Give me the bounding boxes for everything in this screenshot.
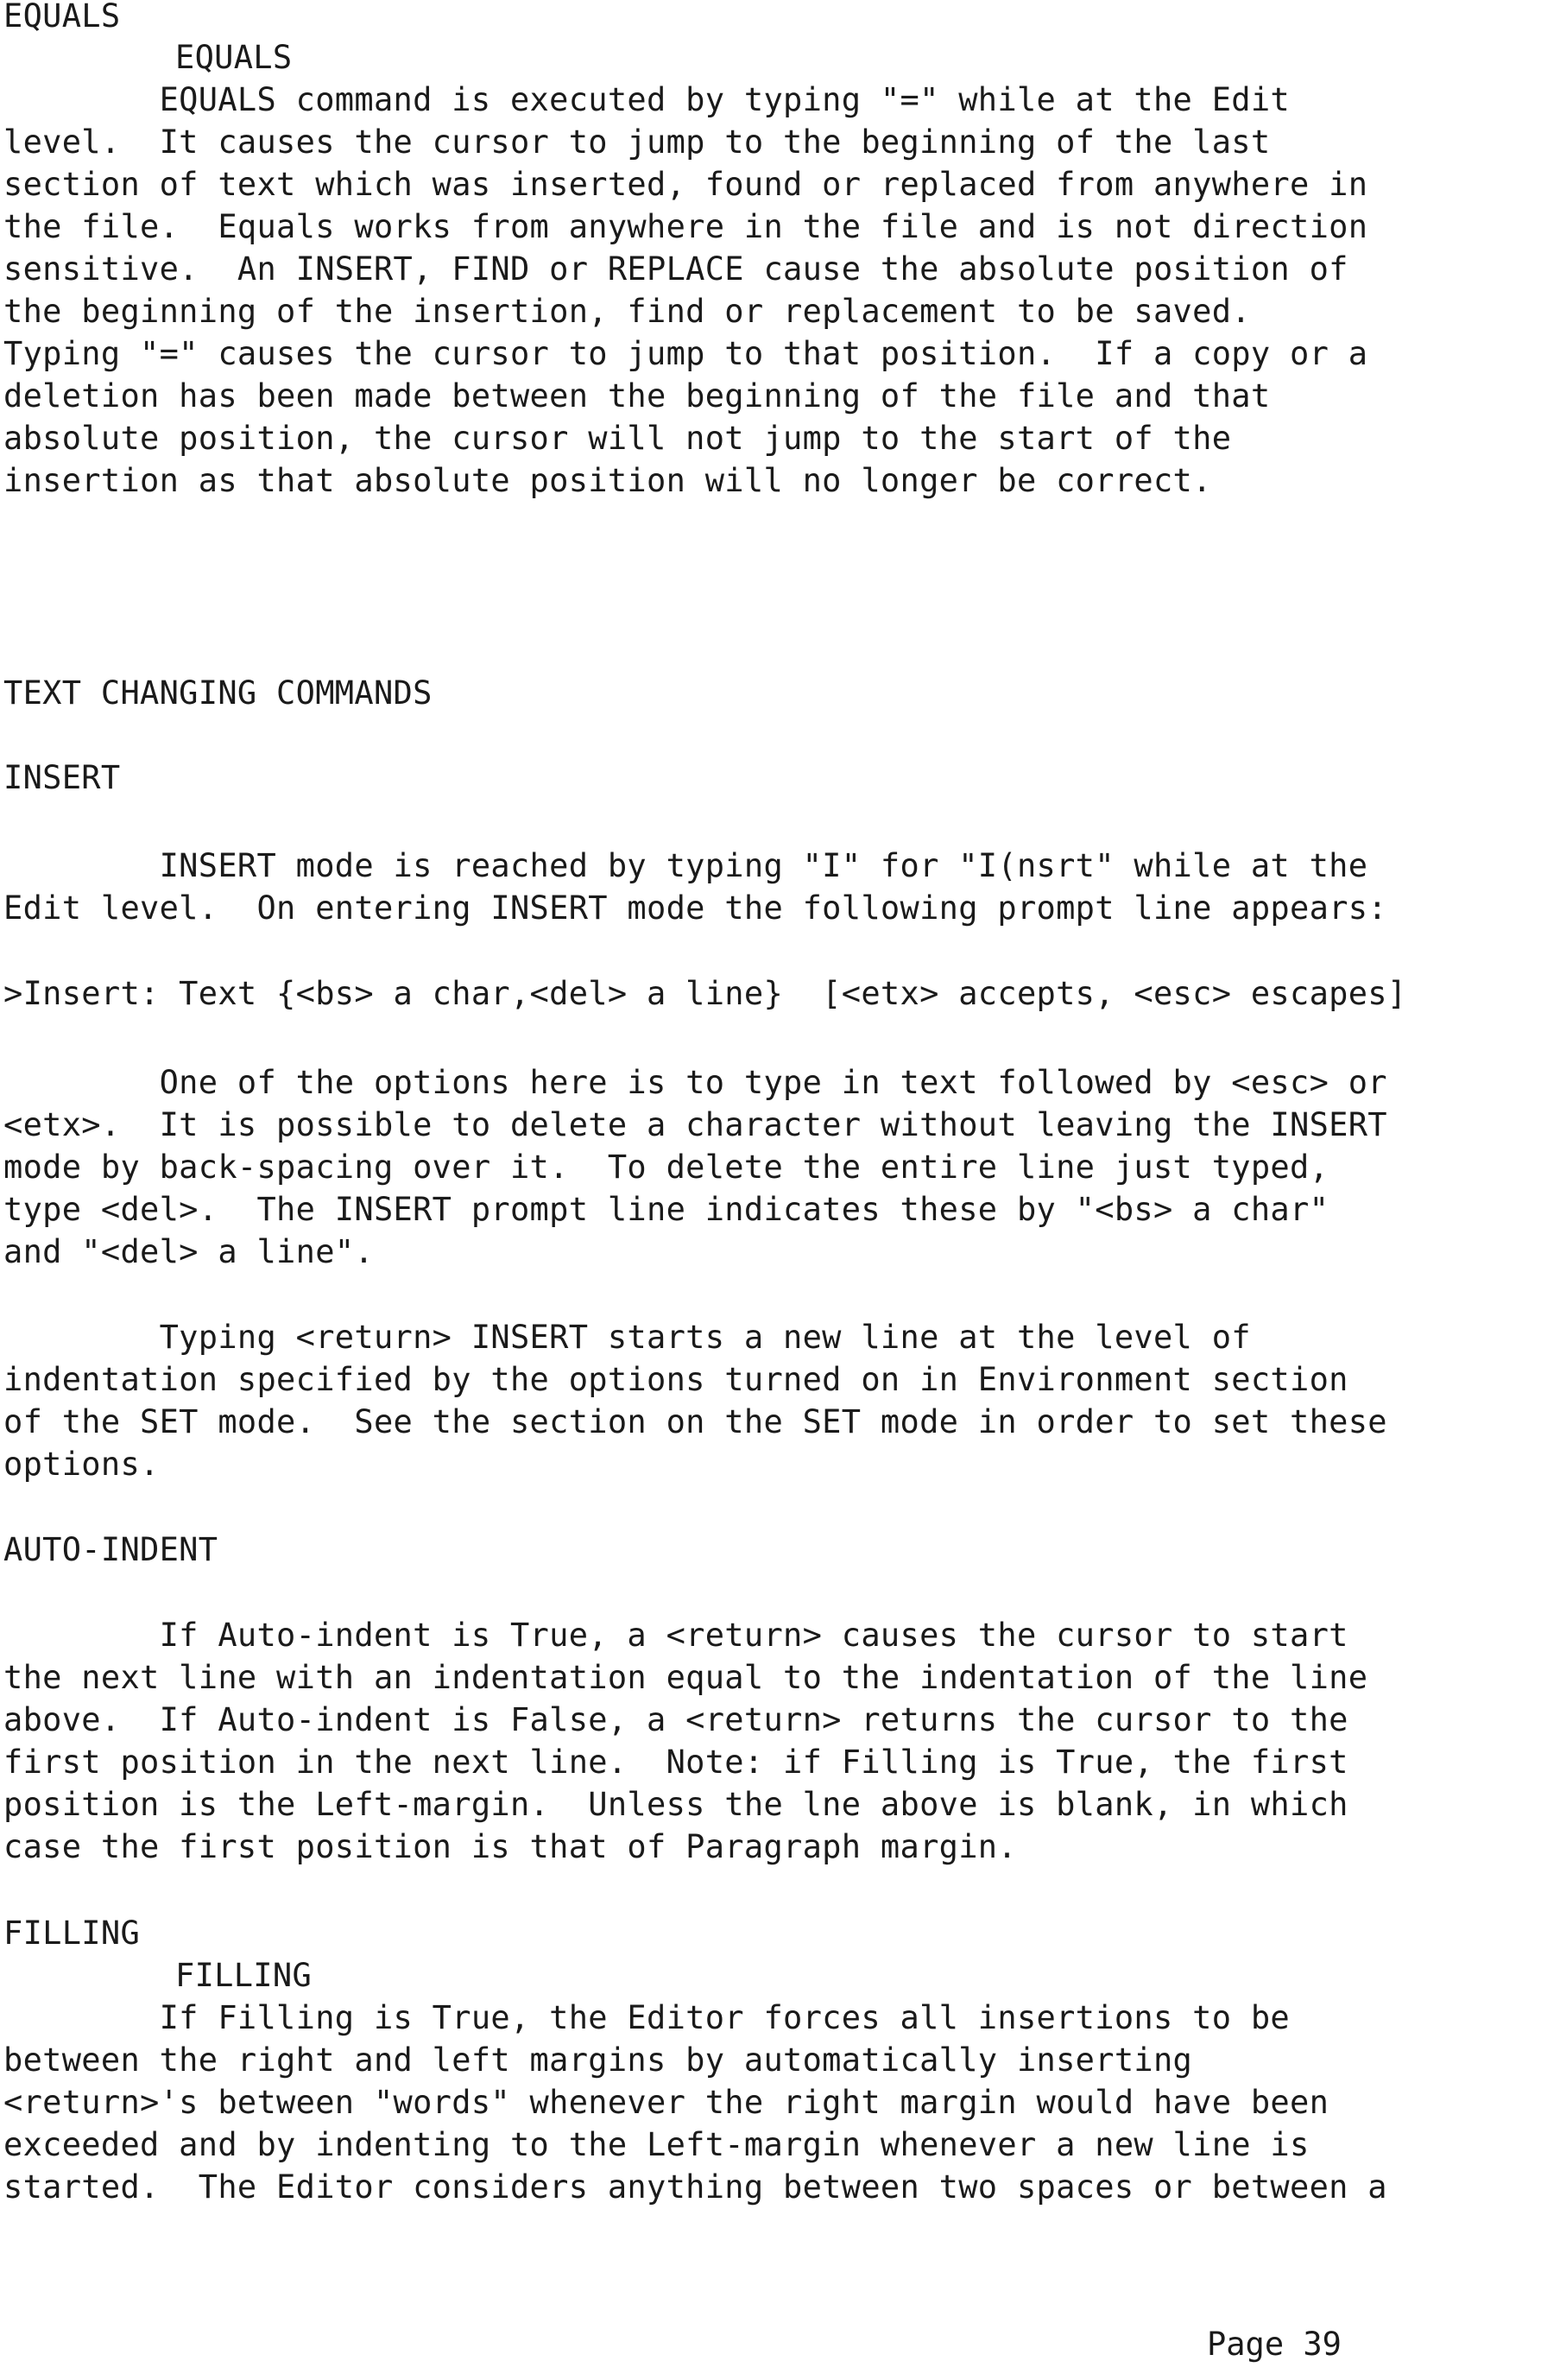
paragraph-line: section of text which was inserted, found or replaced from anywhere in: [3, 166, 1368, 203]
paragraph-line: indentation specified by the options turned on in Environment section: [3, 1361, 1348, 1398]
paragraph-line: type <del>. The INSERT prompt line indicates these by "<bs> a char": [3, 1191, 1329, 1228]
section-heading-text-changing-commands: TEXT CHANGING COMMANDS: [3, 674, 433, 712]
paragraph-line: <etx>. It is possible to delete a character without leaving the INSERT: [3, 1106, 1387, 1143]
paragraph-line: the next line with an indentation equal to the indentation of the line: [3, 1659, 1368, 1696]
paragraph-line: deletion has been made between the beginning of the file and that: [3, 377, 1271, 415]
paragraph-line: mode by back-spacing over it. To delete the entire line just typed,: [3, 1149, 1329, 1186]
paragraph-line: sensitive. An INSERT, FIND or REPLACE cause the absolute position of: [3, 250, 1348, 288]
paragraph-line: If Auto-indent is True, a <return> causes the cursor to start: [3, 1617, 1348, 1654]
paragraph-line: If Filling is True, the Editor forces all insertions to be: [3, 1999, 1291, 2036]
paragraph-line: first position in the next line. Note: if Filling is True, the first: [3, 1744, 1348, 1781]
paragraph-line: and "<del> a line".: [3, 1233, 374, 1270]
paragraph-line: options.: [3, 1446, 160, 1483]
paragraph-line: <return>'s between "words" whenever the right margin would have been: [3, 2084, 1329, 2121]
paragraph-line: EQUALS command is executed by typing "=" while at the Edit: [3, 81, 1291, 118]
paragraph-line: absolute position, the cursor will not jump to the start of the: [3, 420, 1232, 457]
paragraph-line: of the SET mode. See the section on the SET mode in order to set these: [3, 1403, 1387, 1440]
paragraph-line: between the right and left margins by automatically inserting: [3, 2041, 1193, 2079]
paragraph-line: Typing "=" causes the cursor to jump to that position. If a copy or a: [3, 335, 1368, 372]
paragraph-line: One of the options here is to type in text followed by <esc> or: [3, 1064, 1387, 1101]
section-heading-auto-indent: AUTO-INDENT: [3, 1531, 218, 1568]
paragraph-line: exceeded and by indenting to the Left-margin whenever a new line is: [3, 2126, 1310, 2163]
page-number: Page 39: [1207, 2326, 1342, 2363]
paragraph-line: case the first position is that of Paragraph margin.: [3, 1828, 1017, 1865]
insert-prompt-line: >Insert: Text {<bs> a char,<del> a line} [<etx> accepts, <esc> escapes]: [3, 975, 1407, 1012]
paragraph-line: the beginning of the insertion, find or replacement to be saved.: [3, 293, 1251, 330]
paragraph-line: Edit level. On entering INSERT mode the following prompt line appears:: [3, 889, 1387, 927]
section-heading-filling: FILLING: [3, 1915, 141, 1952]
paragraph-line: the file. Equals works from anywhere in the file and is not direction: [3, 208, 1368, 245]
paragraph-line: INSERT mode is reached by typing "I" for "I(nsrt" while at the: [3, 847, 1368, 884]
paragraph-line: started. The Editor considers anything between two spaces or between a: [3, 2168, 1387, 2206]
section-heading-insert: INSERT: [3, 759, 121, 796]
paragraph-line: Typing <return> INSERT starts a new line at the level of: [3, 1319, 1251, 1356]
subheading-filling: FILLING: [175, 1957, 313, 1994]
paragraph-line: insertion as that absolute position will no longer be correct.: [3, 462, 1212, 499]
subheading-equals: EQUALS: [175, 39, 293, 76]
paragraph-line: position is the Left-margin. Unless the lne above is blank, in which: [3, 1786, 1348, 1823]
paragraph-line: level. It causes the cursor to jump to the beginning of the last: [3, 123, 1271, 161]
paragraph-line: above. If Auto-indent is False, a <return> returns the cursor to the: [3, 1701, 1348, 1738]
section-heading-equals: EQUALS: [3, 0, 121, 35]
